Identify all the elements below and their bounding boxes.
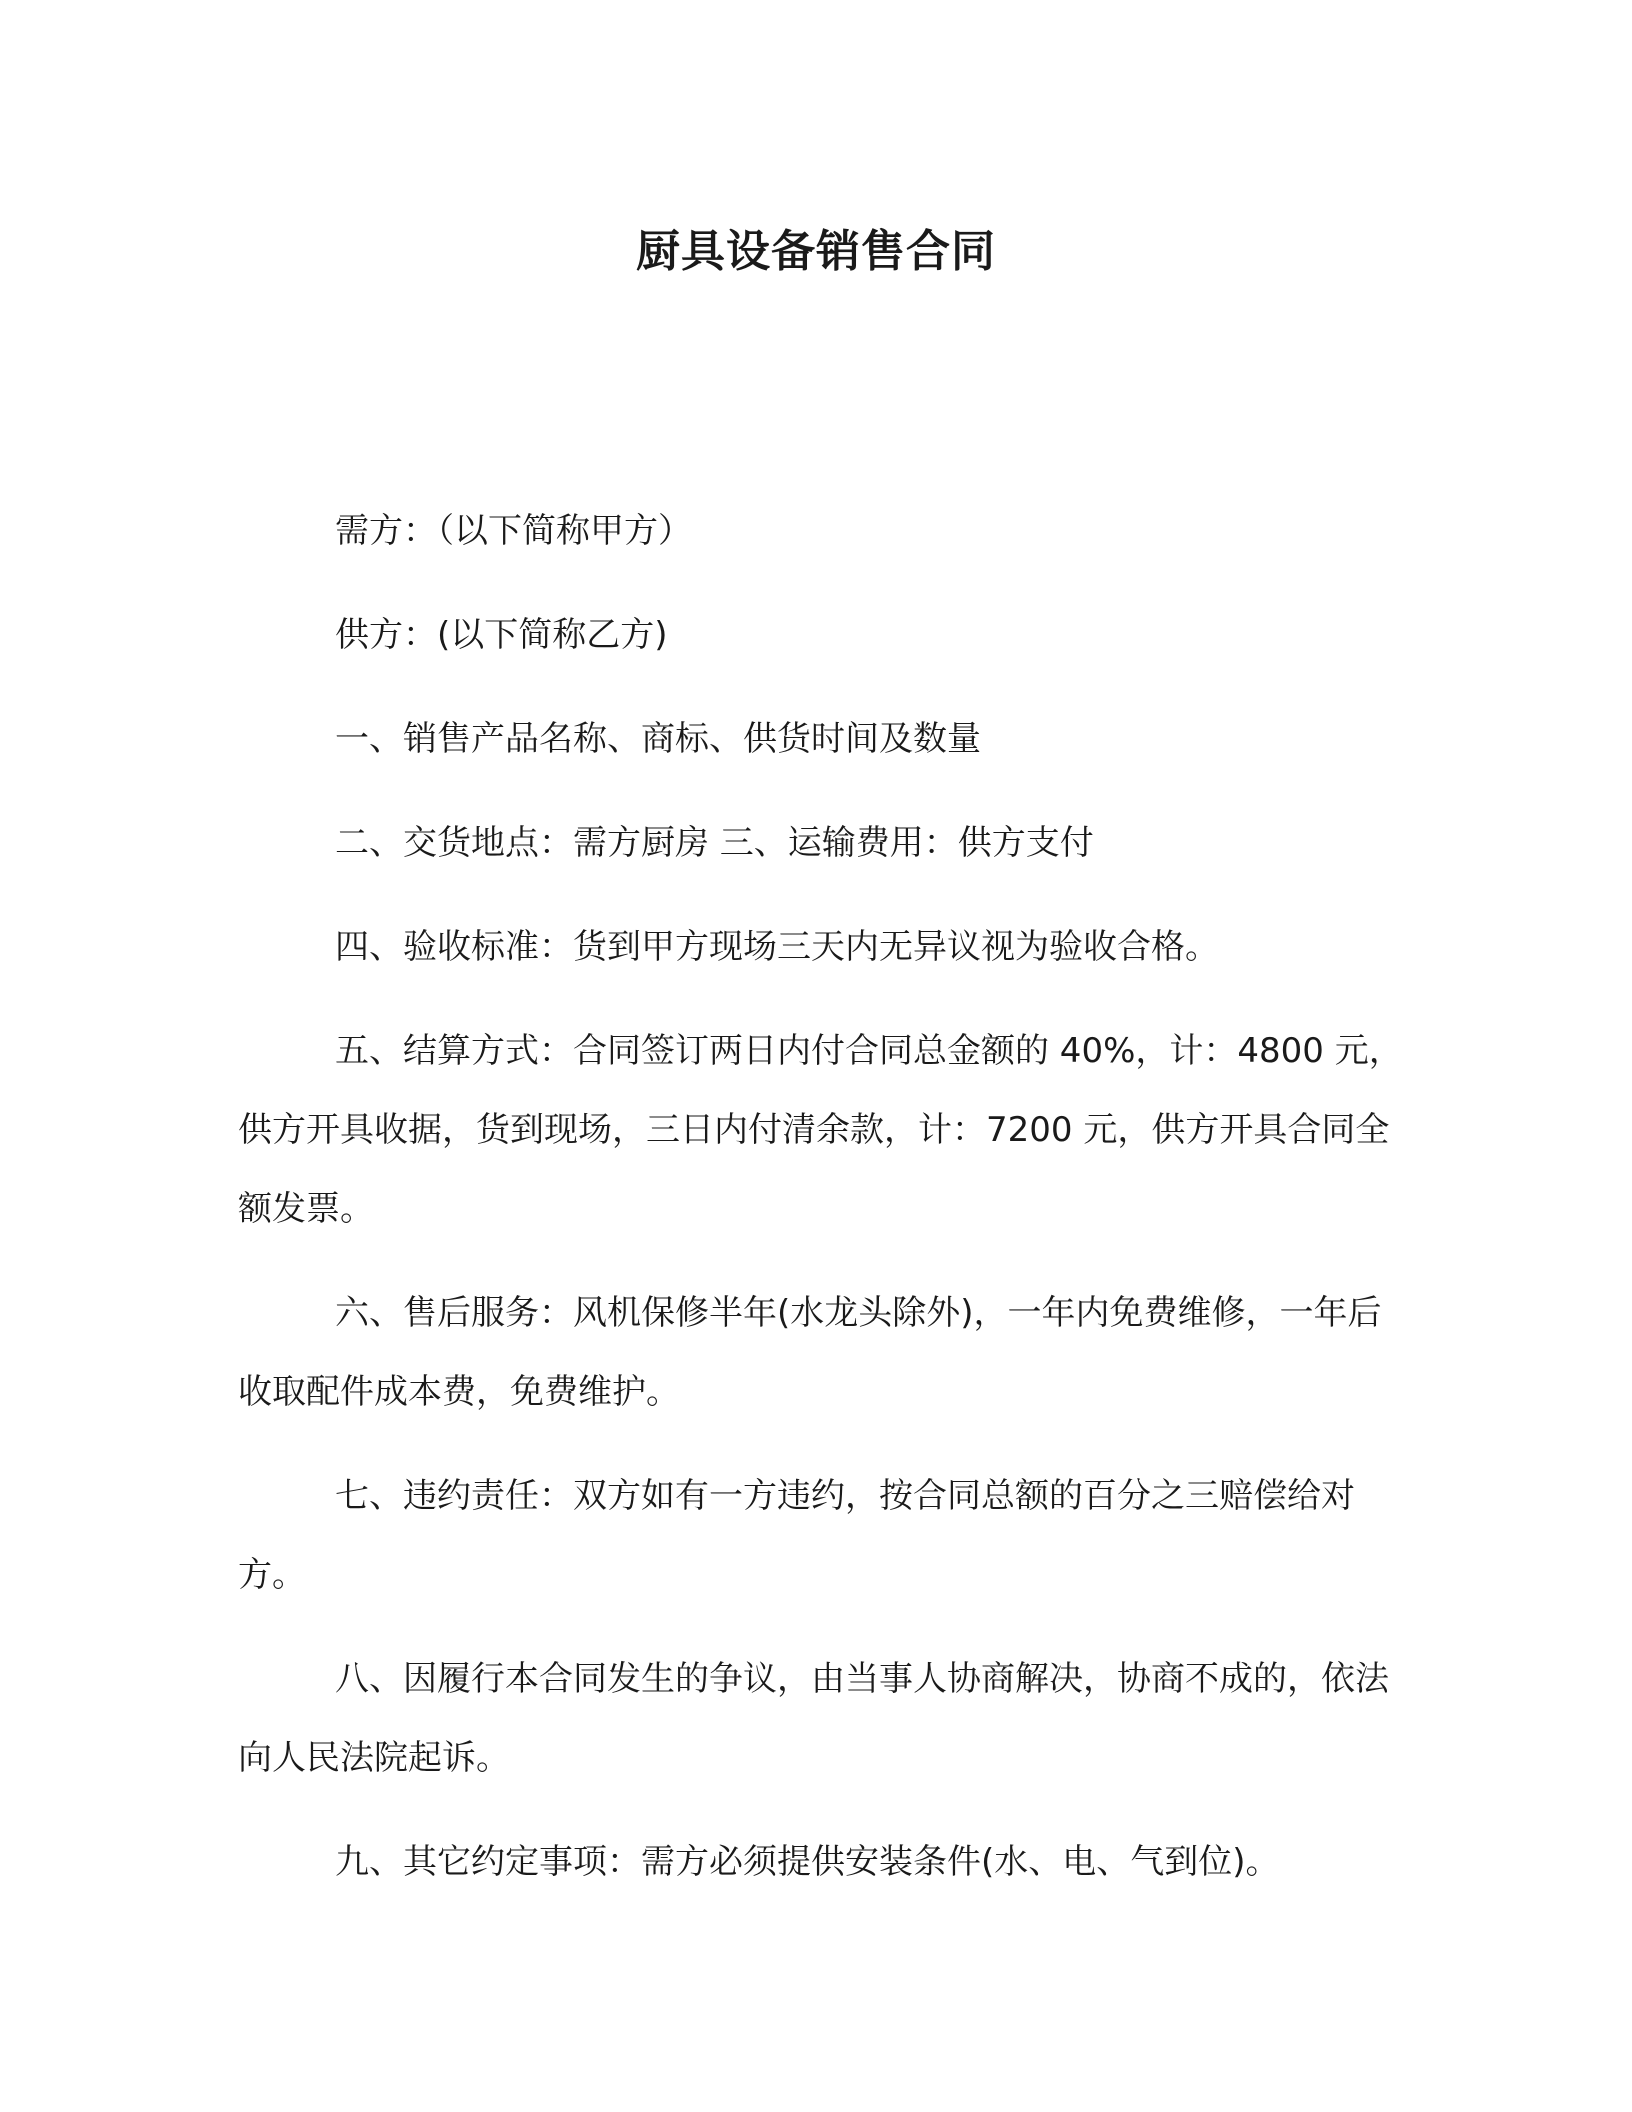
clause-7-liability: 七、违约责任：双方如有一方违约，按合同总额的百分之三赔偿给对方。 — [238, 1476, 1355, 1595]
clause-9-other: 九、其它约定事项：需方必须提供安装条件(水、电、气到位)。 — [335, 1842, 1280, 1882]
clause-2-3-delivery-transport: 二、交货地点：需方厨房 三、运输费用：供方支付 — [335, 823, 1094, 863]
clause-4-acceptance: 四、验收标准：货到甲方现场三天内无异议视为验收合格。 — [335, 927, 1219, 967]
document-body — [238, 492, 1408, 1927]
clause-5-settlement: 五、结算方式：合同签订两日内付合同总金额的 40%，计：4800 元，供方开具收据，货到现场，三日内付清余款，计：7200 元，供方开具合同全额发票。 — [238, 1031, 1403, 1229]
clause-1-products: 一、销售产品名称、商标、供货时间及数量 — [335, 719, 981, 759]
document-title: 厨具设备销售合同 — [636, 226, 996, 277]
clause-6-after-sales: 六、售后服务：风机保修半年(水龙头除外)，一年内免费维修，一年后收取配件成本费，免费维护。 — [238, 1293, 1382, 1412]
clause-demand-party: 需方：（以下简称甲方） — [335, 511, 692, 551]
clause-supply-party: 供方：(以下简称乙方) — [335, 615, 668, 655]
clause-8-disputes: 八、因履行本合同发生的争议，由当事人协商解决，协商不成的，依法向人民法院起诉。 — [238, 1659, 1389, 1778]
